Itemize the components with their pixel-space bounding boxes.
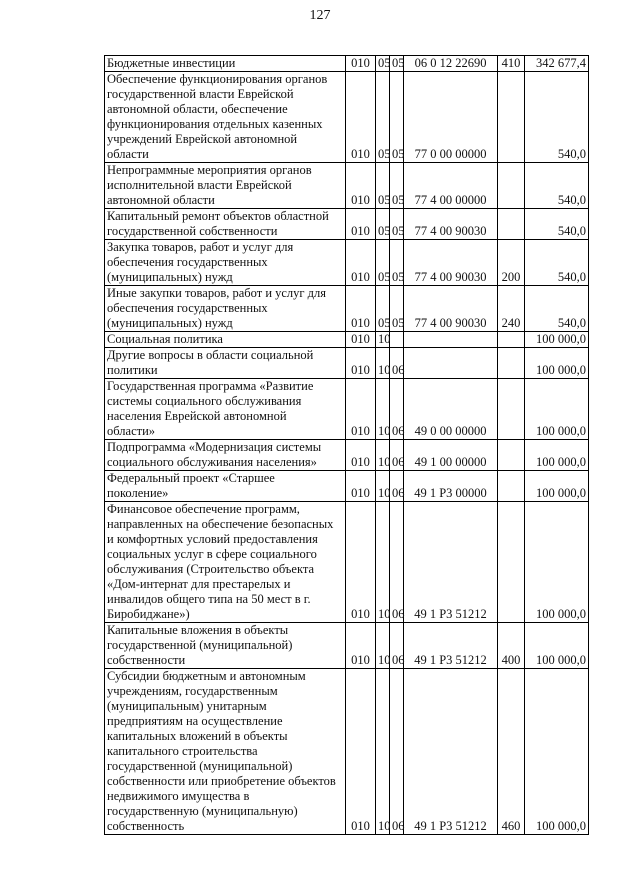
row-target-code: 49 0 00 00000 (404, 379, 498, 440)
table-row (105, 623, 589, 669)
row-expense-type-code (498, 348, 525, 379)
row-expense-type-code (498, 209, 525, 240)
row-subsection-code: 06 (390, 440, 404, 471)
row-expense-type-code (498, 440, 525, 471)
row-subsection-code: 06 (390, 471, 404, 502)
row-name: Государственная программа «Развитие системы социального обслуживания населения Еврейской автономной области» (105, 379, 346, 440)
row-target-code: 77 4 00 90030 (404, 209, 498, 240)
table-row (105, 56, 589, 72)
row-amount: 100 000,0 (525, 623, 589, 669)
row-expense-type-code (498, 332, 525, 348)
table-row (105, 209, 589, 240)
budget-table-body (105, 56, 589, 835)
row-grbs-code: 010 (346, 471, 376, 502)
row-amount: 540,0 (525, 240, 589, 286)
row-amount: 342 677,4 (525, 56, 589, 72)
row-amount: 540,0 (525, 286, 589, 332)
row-target-code (404, 348, 498, 379)
row-grbs-code: 010 (346, 502, 376, 623)
row-subsection-code (390, 332, 404, 348)
row-grbs-code: 010 (346, 209, 376, 240)
row-subsection-code: 05 (390, 209, 404, 240)
table-row (105, 471, 589, 502)
row-grbs-code: 010 (346, 332, 376, 348)
row-grbs-code: 010 (346, 163, 376, 209)
table-row (105, 669, 589, 835)
row-name: Закупка товаров, работ и услуг для обеспечения государственных (муниципальных) нужд (105, 240, 346, 286)
row-name: Другие вопросы в области социальной политики (105, 348, 346, 379)
row-section-code: 05 (376, 163, 390, 209)
table-row (105, 332, 589, 348)
row-name: Финансовое обеспечение программ, направленных на обеспечение безопасных и комфортных условий предоставления социальных услуг в сфере социального обслуживания (Строительство объекта «Дом-интернат для престарелых и инвалидов общего типа на 50 мест в г. Биробиджане») (105, 502, 346, 623)
table-row (105, 286, 589, 332)
row-grbs-code: 010 (346, 379, 376, 440)
row-amount: 100 000,0 (525, 348, 589, 379)
row-expense-type-code: 460 (498, 669, 525, 835)
row-amount: 540,0 (525, 72, 589, 163)
row-expense-type-code: 400 (498, 623, 525, 669)
row-grbs-code: 010 (346, 56, 376, 72)
table-row (105, 348, 589, 379)
row-section-code: 10 (376, 471, 390, 502)
row-name: Капитальный ремонт объектов областной государственной собственности (105, 209, 346, 240)
row-grbs-code: 010 (346, 669, 376, 835)
row-name: Бюджетные инвестиции (105, 56, 346, 72)
row-amount: 100 000,0 (525, 332, 589, 348)
row-subsection-code: 06 (390, 348, 404, 379)
row-expense-type-code (498, 379, 525, 440)
row-expense-type-code (498, 72, 525, 163)
row-target-code: 77 4 00 90030 (404, 240, 498, 286)
row-subsection-code: 05 (390, 240, 404, 286)
row-target-code: 49 1 P3 00000 (404, 471, 498, 502)
row-target-code: 49 1 00 00000 (404, 440, 498, 471)
row-expense-type-code: 200 (498, 240, 525, 286)
row-target-code: 49 1 P3 51212 (404, 623, 498, 669)
budget-table (104, 55, 589, 835)
row-section-code: 10 (376, 623, 390, 669)
row-grbs-code: 010 (346, 240, 376, 286)
row-section-code: 10 (376, 332, 390, 348)
row-section-code: 05 (376, 72, 390, 163)
row-subsection-code: 06 (390, 623, 404, 669)
table-row (105, 502, 589, 623)
row-amount: 100 000,0 (525, 379, 589, 440)
row-target-code: 49 1 P3 51212 (404, 669, 498, 835)
row-grbs-code: 010 (346, 348, 376, 379)
row-subsection-code: 05 (390, 56, 404, 72)
row-subsection-code: 05 (390, 163, 404, 209)
row-subsection-code: 06 (390, 502, 404, 623)
row-subsection-code: 05 (390, 72, 404, 163)
row-expense-type-code (498, 502, 525, 623)
row-name: Обеспечение функционирования органов государственной власти Еврейской автономной области, обеспечение функционирования отдельных казенных учреждений Еврейской автономной области (105, 72, 346, 163)
row-grbs-code: 010 (346, 72, 376, 163)
row-target-code (404, 332, 498, 348)
row-grbs-code: 010 (346, 440, 376, 471)
row-amount: 100 000,0 (525, 471, 589, 502)
row-expense-type-code: 240 (498, 286, 525, 332)
row-name: Социальная политика (105, 332, 346, 348)
row-expense-type-code (498, 471, 525, 502)
row-name: Субсидии бюджетным и автономным учреждениям, государственным (муниципальным) унитарным предприятиям на осуществление капитальных вложений в объекты капитального строительства государственной (муниципальной) собственности или приобретение объектов недвижимого имущества в государственную (муниципальную) собственность (105, 669, 346, 835)
row-subsection-code: 06 (390, 379, 404, 440)
row-name: Иные закупки товаров, работ и услуг для обеспечения государственных (муниципальных) нужд (105, 286, 346, 332)
row-target-code: 77 4 00 00000 (404, 163, 498, 209)
row-section-code: 10 (376, 348, 390, 379)
row-name: Подпрограмма «Модернизация системы социального обслуживания населения» (105, 440, 346, 471)
row-amount: 100 000,0 (525, 440, 589, 471)
table-row (105, 379, 589, 440)
table-row (105, 72, 589, 163)
row-target-code: 06 0 12 22690 (404, 56, 498, 72)
row-subsection-code: 05 (390, 286, 404, 332)
row-section-code: 05 (376, 56, 390, 72)
table-row (105, 163, 589, 209)
table-row (105, 240, 589, 286)
row-name: Федеральный проект «Старшее поколение» (105, 471, 346, 502)
row-target-code: 77 0 00 00000 (404, 72, 498, 163)
row-subsection-code: 06 (390, 669, 404, 835)
row-section-code: 10 (376, 440, 390, 471)
row-amount: 100 000,0 (525, 502, 589, 623)
row-grbs-code: 010 (346, 286, 376, 332)
row-section-code: 05 (376, 209, 390, 240)
row-amount: 100 000,0 (525, 669, 589, 835)
table-row (105, 440, 589, 471)
row-section-code: 05 (376, 240, 390, 286)
row-grbs-code: 010 (346, 623, 376, 669)
page-number: 127 (309, 8, 331, 23)
row-name: Непрограммные мероприятия органов исполнительной власти Еврейской автономной области (105, 163, 346, 209)
row-amount: 540,0 (525, 163, 589, 209)
row-target-code: 49 1 P3 51212 (404, 502, 498, 623)
row-target-code: 77 4 00 90030 (404, 286, 498, 332)
row-expense-type-code (498, 163, 525, 209)
row-name: Капитальные вложения в объекты государственной (муниципальной) собственности (105, 623, 346, 669)
row-section-code: 05 (376, 286, 390, 332)
row-expense-type-code: 410 (498, 56, 525, 72)
row-amount: 540,0 (525, 209, 589, 240)
row-section-code: 10 (376, 379, 390, 440)
row-section-code: 10 (376, 502, 390, 623)
row-section-code: 10 (376, 669, 390, 835)
